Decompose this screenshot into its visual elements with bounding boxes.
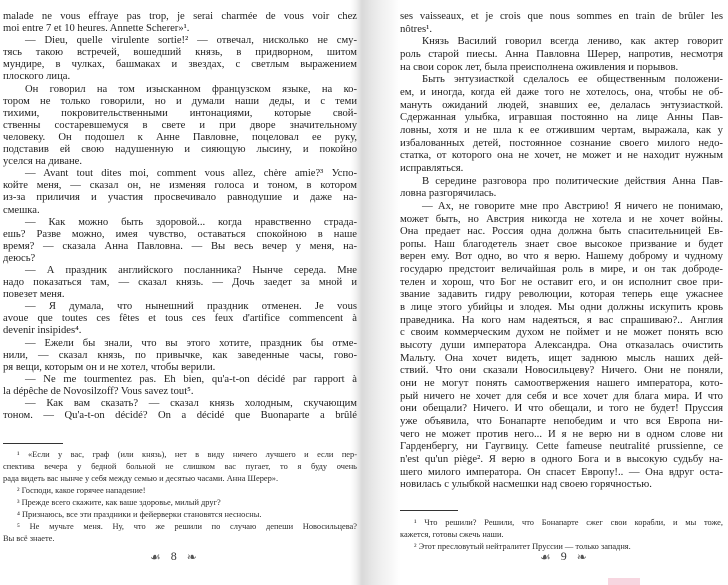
text-line: избалованных детей, постоянное сознание своего милого недо- — [400, 136, 723, 149]
footnote — [3, 521, 357, 545]
text-line: тясь такою встречей, вошедший князь, в придворном, шитом — [3, 47, 357, 59]
text-line: Мальту. Она хочет видеть, ищет заднюю мысль наших дей- — [400, 351, 723, 364]
text-line: праведника. На кого нам надеяться, я вас спрашиваю?.. Англия — [400, 313, 723, 326]
footnote — [3, 509, 357, 521]
right-page-body — [400, 10, 723, 491]
text-line: — А праздник английского посланника? Нынче середа. Мне — [25, 264, 357, 276]
text-line: nôtres¹. — [400, 22, 432, 35]
text-line: высоту души императора Александра. Она отказалась очистить — [400, 339, 723, 352]
text-line: ствий. Что они сказали Новосильцеву? Ничего. Они не поняли, — [400, 364, 723, 377]
text-line: la dépêche de Novosilzoff? Vous savez tout⁵. — [3, 385, 194, 397]
text-line: Гарденбергу, ни Гаугвицу. Cette fameuse neutralité prussienne, ce — [400, 440, 723, 453]
text-line: шего милого императора. Он спасет Европу!.. — Она вдруг оста- — [400, 465, 723, 478]
paragraph — [3, 301, 357, 337]
text-line: плоского лица. — [3, 71, 71, 83]
text-line: ловна разгорячилась. — [400, 187, 497, 200]
text-line: уже объявила, что Бонапарте непобедим и что вся Европа ни- — [400, 415, 723, 427]
text-line: ем, и иногда, когда ей даже того не хотелось, она, чтобы не об- — [400, 85, 723, 98]
text-line: человеку. Он подошел к Анне Павловне, поцеловал ее руку, — [3, 131, 357, 143]
text-line: в лице этого убийцы и злодея. Мы одни должны искупить кровь — [400, 301, 723, 314]
text-line: Она предает нас. Россия одна должна быть спасительницей Ев- — [400, 225, 723, 238]
text-line: мануть ожиданий людей, знавших ее, делалась энтузиасткой. — [400, 98, 723, 111]
text-line: n'est qu'un piège². Я верю в одного Бога и в высокую судьбу на- — [400, 452, 723, 465]
text-line: avoue que toutes ces fêtes et tous ces feux d'artifice commencent à — [3, 313, 357, 325]
text-line: уселся на диване. — [3, 156, 83, 168]
paragraph — [400, 73, 723, 174]
ornament-left-icon: ☙ — [150, 549, 161, 564]
text-line: Князь Василий говорил всегда лениво, как актер говорит — [422, 35, 723, 48]
ornament-right-icon: ❧ — [186, 549, 197, 564]
scan-marker — [608, 578, 640, 585]
text-line: ¹ Что решили? Решили, что Бонапарте сжег свои корабли, и мы тоже, — [414, 518, 723, 527]
text-line: ря вещи, которым он и не хотел, чтобы верили. — [3, 361, 216, 373]
text-line: государю предстоит величайшая роль в мире, и он так доброде- — [400, 263, 723, 276]
text-line: — Как можно быть здоровой... когда нравственно страда- — [25, 216, 357, 228]
text-line: деюсь? — [3, 252, 36, 264]
paragraph — [3, 265, 357, 301]
paragraph — [3, 374, 357, 398]
footnote — [400, 517, 723, 541]
text-line: может быть, но Австрия никогда не хотела и не хочет войны. — [400, 212, 723, 225]
text-line: тоном. — Qu'a-t-on décidé? On a décidé que Buonaparte a brûlé — [3, 410, 357, 422]
book-gutter-shadow — [350, 0, 400, 585]
paragraph — [3, 398, 357, 422]
text-line: рый ничего не хочет для себя и все хочет для блага мира. И что — [400, 389, 723, 402]
text-line: рада видеть вас нынче у себя между семью и десятью часами. Анна Шерер». — [3, 474, 279, 483]
text-line: — Ne me tourmentez pas. Eh bien, qu'a-t-on décidé par rapport à — [25, 373, 357, 385]
text-line: ственны состаревшемуся в свете и при дворе значительному — [3, 119, 357, 131]
right-page-footnotes — [400, 517, 723, 553]
paragraph — [3, 11, 357, 35]
text-line: Сдержанная улыбка, игравшая постоянно на лице Анны Пав- — [400, 111, 723, 124]
text-line: ропы. Наш благодетель знает свое высокое призвание и будет — [400, 237, 723, 250]
right-page-number — [540, 549, 587, 564]
text-line: ⁴ Признаюсь, все эти праздники и фейерверки становятся несносны. — [17, 510, 262, 519]
paragraph — [400, 10, 723, 35]
left-footnote-divider — [3, 443, 63, 444]
text-line: Он говорил на том изысканном французском языке, на ко- — [25, 83, 357, 95]
text-line: повезет меня. — [3, 289, 65, 301]
text-line: В середине разговора про политические действия Анна Пав- — [422, 174, 723, 187]
page-number-9: 9 — [560, 549, 567, 563]
text-line: Быть энтузиасткой сделалось ее общественным положени- — [422, 73, 723, 86]
text-line: devenir insipides⁴. — [3, 325, 82, 337]
text-line: звание задавить гидру революции, которая теперь еще ужаснее — [400, 288, 723, 301]
text-line: ses vaisseaux, et je crois que nous sommes en train de brûler les — [400, 10, 723, 22]
text-line: надо показаться там, — сказал князь. — Дочь заедет за мной и — [3, 277, 357, 289]
text-line: ² Этот пресловутый нейтралитет Пруссии — только западня. — [414, 542, 631, 551]
paragraph — [3, 168, 357, 216]
text-line: ³ Прежде всего скажите, как ваше здоровье, милый друг? — [17, 498, 221, 507]
paragraph — [3, 84, 357, 169]
footnote — [3, 497, 357, 509]
paragraph — [400, 175, 723, 200]
text-line: — Как вам сказать? — сказал князь холодным, скучающим — [25, 398, 357, 409]
text-line: верен ему. Вот одно, во что я верю. Нашему доброму и чудному — [400, 250, 723, 263]
text-line: — Ежели бы знали, что вы этого хотите, праздник бы отме- — [25, 337, 357, 349]
text-line: кажется, готовы сжечь наши. — [400, 530, 504, 539]
left-page-footnotes — [3, 449, 357, 545]
text-line: moi entre 7 et 10 heures. Annette Scherer»¹. — [3, 23, 190, 35]
paragraph — [3, 35, 357, 83]
text-line: статка, от которого она не хочет, не может и не находит нужным — [400, 149, 723, 162]
footnote — [3, 485, 357, 497]
text-line: чего не может против него... И я не верю ни в одном слове ни — [400, 427, 723, 440]
text-line: подставив ей свою надушенную и сияющую лысину, и покойно — [3, 144, 357, 156]
text-line: новилась с улыбкой насмешки над своею горячностью. — [400, 478, 652, 491]
text-line: они обещали? Ничего. И что обещали, и того не будет! Пруссия — [400, 402, 723, 415]
text-line: — Avant tout dites moi, comment vous allez, chère amie?³ Успо- — [25, 168, 357, 180]
text-line: нили, — сказал князь, по привычке, как заведенные часы, гово- — [3, 349, 357, 361]
left-page-number — [150, 549, 197, 564]
text-line: из-за приличия и участия просвечивало равнодушие и даже на- — [3, 192, 357, 204]
text-line: мундире, в чулках, башмаках и звездах, с светлым выражением — [3, 59, 357, 71]
footnote — [3, 449, 357, 485]
paragraph — [400, 200, 723, 491]
text-line: — Я думала, что нынешний праздник отменен. Je vous — [25, 301, 357, 313]
paragraph — [400, 35, 723, 73]
text-line: телен и хорош, что Бог не оставит его, и он исполнит свое при- — [400, 275, 723, 288]
left-page-body — [3, 11, 357, 422]
text-line: они не могут понять самоотвержения нашего императора, кото- — [400, 377, 723, 390]
paragraph — [3, 338, 357, 374]
ornament-right-icon: ❧ — [576, 549, 587, 564]
text-line: ешь? Разве можно, имея чувство, оставаться спокойною в наше — [3, 228, 357, 240]
text-line: спектива вечера у бедной больной не слишком вас пугает, то я буду очень — [3, 462, 357, 471]
text-line: ¹ «Если у вас, граф (или князь), нет в виду ничего лучшего и если пер- — [17, 450, 357, 459]
text-line: — Ах, не говорите мне про Австрию! Я ничего не понимаю, — [422, 199, 723, 212]
text-line: тихими, покровительственными интонациями, которые свой- — [3, 107, 357, 119]
text-line: ловны, хотя и не шла к ее отжившим чертам, выражала, как у — [400, 123, 723, 136]
text-line: роль старой пиесы. Анна Павловна Шерер, напротив, несмотря — [400, 47, 723, 60]
page-number-8: 8 — [170, 549, 177, 563]
text-line: койте меня, — сказал он, не изменяя голоса и тоном, в котором — [3, 180, 357, 192]
text-line: исправляться. — [400, 161, 464, 174]
paragraph — [3, 217, 357, 265]
text-line: смешка. — [3, 204, 40, 216]
text-line: Вы всё знаете. — [3, 534, 55, 543]
text-line: ² Господи, какое горячее нападение! — [17, 486, 146, 495]
text-line: — Dieu, quelle virulente sortie!² — отвечал, нисколько не сму- — [25, 35, 357, 47]
text-line: ⁵ Не мучьте меня. Ну, что же решили по случаю депеши Новосильцева? — [17, 522, 357, 531]
text-line: время? — сказала Анна Павловна. — Вы весь вечер у меня, на- — [3, 240, 357, 252]
text-line: malade ne vous effraye pas trop, je serai charmée de vous voir chez — [3, 11, 357, 22]
text-line: на свои сорок лет, была преисполнена оживления и порывов. — [400, 60, 679, 73]
right-footnote-divider — [400, 510, 458, 511]
text-line: с своим коммерческим духом не поймет и не может понять всю — [400, 326, 723, 339]
ornament-left-icon: ☙ — [540, 549, 551, 564]
text-line: тором не только говорили, но и думали наши деды, и с теми — [3, 95, 357, 107]
